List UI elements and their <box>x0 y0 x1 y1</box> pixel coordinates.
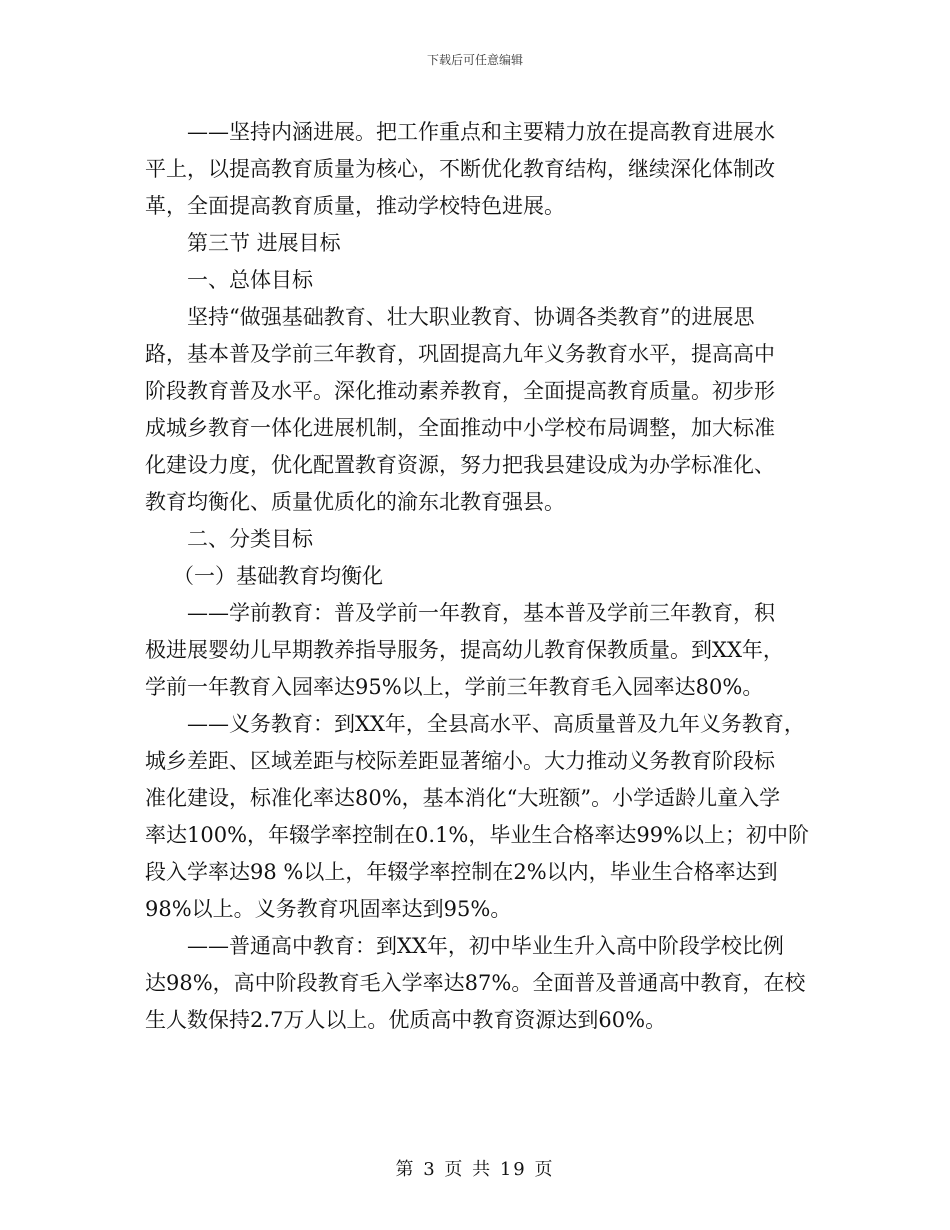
paragraph-line: 极进展婴幼儿早期教养指导服务，提高幼儿教育保教质量。到XX年， <box>145 638 784 662</box>
paragraph-line: ——普通高中教育：到XX年，初中毕业生升入高中阶段学校比例 <box>187 934 784 958</box>
subsection-heading: 二、分类目标 <box>187 527 313 551</box>
paragraph-line: 阶段教育普及水平。深化推动素养教育，全面提高教育质量。初步形 <box>145 379 775 403</box>
subsection-heading: （一）基础教育均衡化 <box>173 564 383 588</box>
paragraph-line: 学前一年教育入园率达95%以上，学前三年教育毛入园率达80%。 <box>145 675 764 699</box>
paragraph-line: 化建设力度，优化配置教育资源，努力把我县建设成为办学标准化、 <box>145 453 775 477</box>
paragraph-line: 生人数保持2.7万人以上。优质高中教育资源达到60%。 <box>145 1008 667 1032</box>
section-heading: 第三节 进展目标 <box>187 231 341 255</box>
document-body <box>145 114 810 1039</box>
paragraph-line: 革，全面提高教育质量，推动学校特色进展。 <box>145 194 565 218</box>
paragraph-line: 平上，以提高教育质量为核心，不断优化教育结构，继续深化体制改 <box>145 157 775 181</box>
paragraph-line: ——学前教育：普及学前一年教育，基本普及学前三年教育，积 <box>187 601 775 625</box>
paragraph-line: 率达100%，年辍学率控制在0.1%，毕业生合格率达99%以上；初中阶 <box>145 823 810 847</box>
page-header: 下载后可任意编辑 <box>426 53 523 67</box>
subsection-heading: 一、总体目标 <box>187 268 313 292</box>
paragraph-line: 准化建设，标准化率达80%，基本消化“大班额”。小学适龄儿童入学 <box>145 786 781 810</box>
paragraph-line: ——义务教育：到XX年，全县高水平、高质量普及九年义务教育， <box>187 712 805 736</box>
paragraph-line: 98%以上。义务教育巩固率达到95%。 <box>145 897 512 921</box>
paragraph-line: 坚持“做强基础教育、壮大职业教育、协调各类教育”的进展思 <box>187 305 755 329</box>
paragraph-line: 城乡差距、区域差距与校际差距显著缩小。大力推动义务教育阶段标 <box>145 749 775 773</box>
paragraph-line: ——坚持内涵进展。把工作重点和主要精力放在提高教育进展水 <box>187 120 775 144</box>
paragraph-line: 段入学率达98 %以上，年辍学率控制在2%以内，毕业生合格率达到 <box>145 860 778 884</box>
paragraph-line: 达98%，高中阶段教育毛入学率达87%。全面普及普通高中教育，在校 <box>145 971 806 995</box>
page-number-footer: 第 3 页 共 19 页 <box>395 1159 555 1180</box>
paragraph-line: 成城乡教育一体化进展机制，全面推动中小学校布局调整，加大标准 <box>145 416 775 440</box>
paragraph-line: 教育均衡化、质量优质化的渝东北教育强县。 <box>145 490 565 514</box>
paragraph-line: 路，基本普及学前三年教育，巩固提高九年义务教育水平，提高高中 <box>145 342 775 366</box>
